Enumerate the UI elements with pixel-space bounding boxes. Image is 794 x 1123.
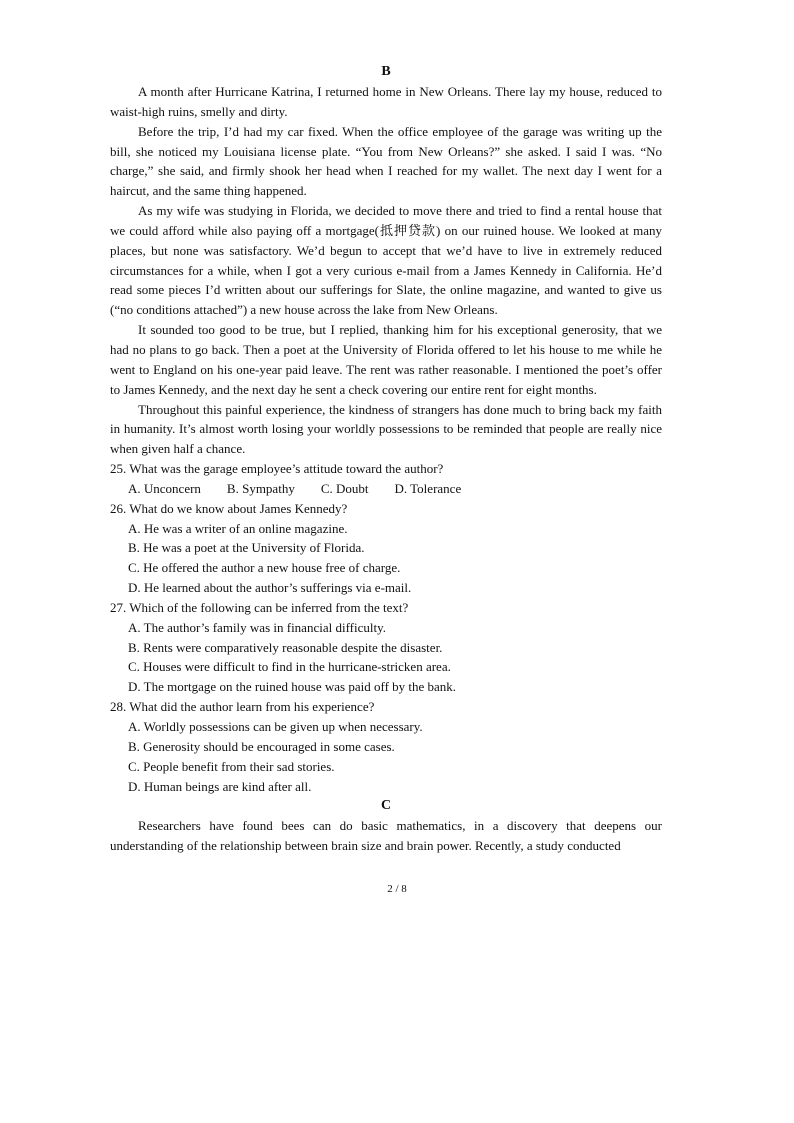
- question-25: [110, 459, 662, 499]
- option-d: D. Human beings are kind after all.: [128, 778, 312, 794]
- option-d: D. Tolerance: [394, 480, 462, 496]
- option-b: B. Generosity should be encouraged in some cases.: [128, 738, 395, 754]
- passage-c-paragraph: Researchers have found bees can do basic mathematics, in a discovery that deepens our understanding of the relationship between brain size and brain power. Recently, a study conducted: [110, 818, 662, 854]
- question-stem: 28. What did the author learn from his experience?: [110, 699, 375, 715]
- option-a: A. He was a writer of an online magazine.: [128, 520, 348, 536]
- question-stem: 27. Which of the following can be inferred from the text?: [110, 599, 409, 615]
- passage-b-paragraph: It sounded too good to be true, but I replied, thanking him for his exceptional generosity, that we had no plans to go back. Then a poet at the University of Florida offered to let his house to me while he went to England on his one-year paid leave. The rent was rather reasonable. I mentioned the poet’s offer to James Kennedy, and the next day he sent a check covering our entire rent for eight months.: [110, 322, 662, 397]
- option-c: C. He offered the author a new house free of charge.: [128, 560, 401, 576]
- option-a: A. Unconcern: [128, 480, 201, 496]
- option-c: C. Doubt: [320, 480, 369, 496]
- option-d: D. He learned about the author’s sufferings via e-mail.: [128, 580, 412, 596]
- option-b: B. Sympathy: [226, 480, 295, 496]
- question-stem: 26. What do we know about James Kennedy?: [110, 500, 348, 516]
- options-row: [110, 479, 662, 499]
- passage-b-paragraph: Before the trip, I’d had my car fixed. When the office employee of the garage was writing up the bill, she noticed my Louisiana license plate. “You from New Orleans?” she asked. I said I was. “No charge,” she said, and firmly shook her head when I reached for my wallet. The next day I went for a haircut, and the same thing happened.: [110, 123, 662, 199]
- question-27: [110, 598, 662, 697]
- option-b: B. He was a poet at the University of Florida.: [128, 540, 365, 556]
- option-c: C. Houses were difficult to find in the hurricane-stricken area.: [128, 659, 451, 675]
- option-a: A. The author’s family was in financial difficulty.: [128, 619, 387, 635]
- question-28: [110, 697, 662, 796]
- option-a: A. Worldly possessions can be given up when necessary.: [128, 719, 423, 734]
- option-c: C. People benefit from their sad stories.: [128, 758, 335, 774]
- section-b-title: B: [381, 64, 391, 79]
- passage-b: [110, 82, 662, 459]
- passage-b-paragraph: As my wife was studying in Florida, we decided to move there and tried to find a rental house that we could afford while also paying off a mortgage(抵押贷款) on our ruined house. We looked at many places, but none was satisfactory. We’d begun to accept that we’d have to live in extremely reduced circumstances for a while, when I got a very curious e-mail from a James Kennedy in California. He’d read some pieces I’d written about our sufferings for Slate, the online magazine, and wanted to give us (“no conditions attached”) a new house across the lake from New Orleans.: [110, 203, 662, 318]
- passage-b-paragraph: A month after Hurricane Katrina, I returned home in New Orleans. There lay my house, reduced to waist-high ruins, smelly and dirty.: [110, 84, 662, 119]
- option-d: D. The mortgage on the ruined house was paid off by the bank.: [128, 679, 457, 695]
- question-stem: 25. What was the garage employee’s attitude toward the author?: [110, 461, 444, 477]
- section-c-title: C: [380, 798, 392, 814]
- option-b: B. Rents were comparatively reasonable despite the disaster.: [128, 639, 443, 655]
- passage-c: [110, 816, 662, 856]
- page-number: 2 / 8: [387, 883, 407, 895]
- passage-b-paragraph: Throughout this painful experience, the kindness of strangers has done much to bring back my faith in humanity. It’s almost worth losing your worldly possessions to be reminded that people are really nice when given half a chance.: [110, 401, 662, 457]
- question-26: [110, 499, 662, 598]
